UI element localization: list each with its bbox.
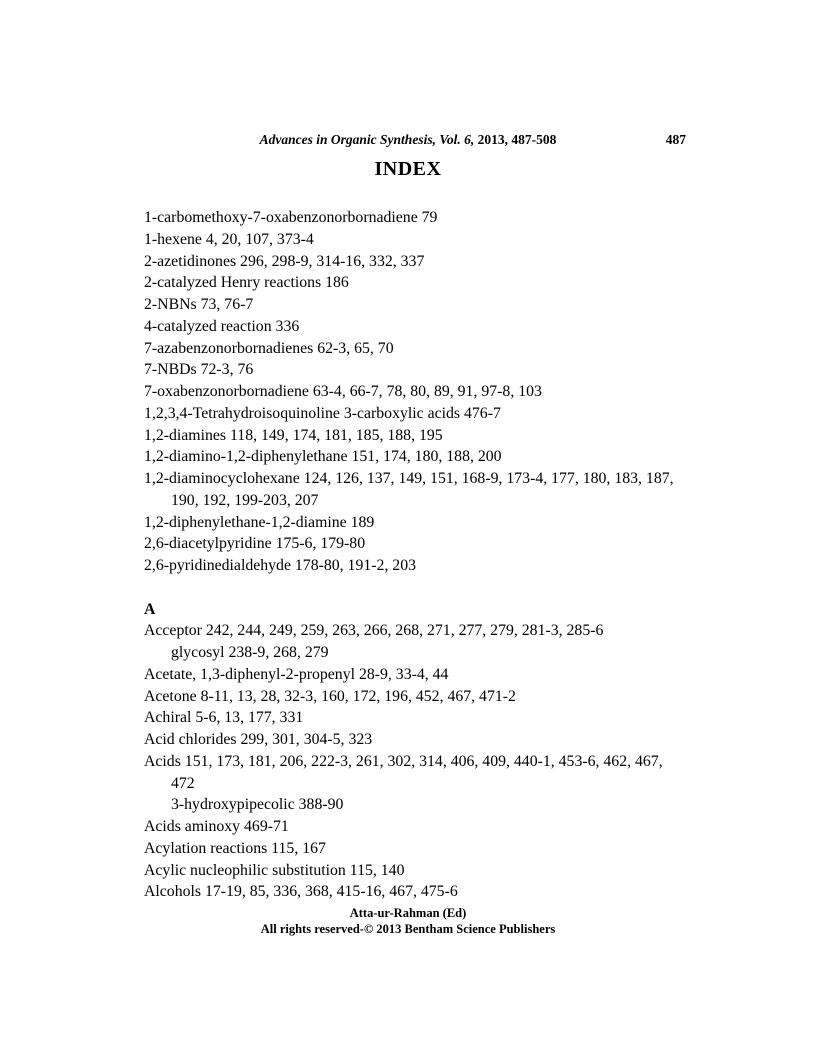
running-title [144, 131, 672, 148]
index-entry-line: 2-NBNs 73, 76-7 [144, 296, 254, 313]
index-entry-line: 2-catalyzed Henry reactions 186 [144, 274, 349, 292]
index-entry-line: Acylic nucleophilic substitution 115, 140 [144, 861, 405, 879]
index-entry-line: 7-azabenzonorbornadienes 62-3, 65, 70 [144, 339, 394, 357]
index-entry-line: 7-NBDs 72-3, 76 [144, 361, 254, 379]
index-entry-line: 2-azetidinones 296, 298-9, 314-16, 332, 337 [144, 252, 425, 270]
page-footer [144, 905, 672, 937]
running-title-year: 2013, 487-508 [474, 132, 557, 147]
index-entry-line: 190, 192, 199-203, 207 [171, 491, 319, 509]
index-entry-line: Acids aminoxy 469-71 [144, 818, 289, 835]
index-entry-line: Acids 151, 173, 181, 206, 222-3, 261, 302, 314, 406, 409, 440-1, 453-6, 462, 467, [144, 752, 663, 770]
index-entry-line: 472 [171, 774, 195, 792]
index-sections [144, 577, 704, 903]
footer-editor-line: Atta-ur-Rahman (Ed) [349, 906, 467, 920]
section-letter: A [144, 600, 156, 618]
index-body [144, 207, 704, 903]
index-entry-line: Acylation reactions 115, 167 [144, 839, 326, 857]
index-entry-line: 1,2-diamino-1,2-diphenylethane 151, 174, 180, 188, 200 [144, 448, 502, 466]
index-entry-line: 1-hexene 4, 20, 107, 373-4 [144, 230, 314, 248]
blank-line [144, 577, 704, 599]
index-entry-line: 2,6-diacetylpyridine 175-6, 179-80 [144, 535, 366, 553]
index-entry-line: 1,2-diphenylethane-1,2-diamine 189 [144, 513, 375, 531]
index-entry-line: 1,2-diaminocyclohexane 124, 126, 137, 149, 151, 168-9, 173-4, 177, 180, 183, 187, [144, 470, 674, 487]
page-number: 487 [665, 132, 686, 147]
page-header [144, 131, 686, 148]
index-entry-line: 1,2-diamines 118, 149, 174, 181, 185, 188, 195 [144, 426, 443, 444]
index-entry-line: 3-hydroxypipecolic 388-90 [171, 796, 344, 814]
running-title-book: Advances in Organic Synthesis, Vol. 6, [259, 132, 475, 147]
index-entry-line: 1,2,3,4-Tetrahydroisoquinoline 3-carboxylic acids 476-7 [144, 404, 501, 422]
index-entry-line: 7-oxabenzonorbornadiene 63-4, 66-7, 78, 80, 89, 91, 97-8, 103 [144, 383, 542, 400]
index-entry-line: Alcohols 17-19, 85, 336, 368, 415-16, 467, 475-6 [144, 883, 458, 901]
index-entry-line: 2,6-pyridinedialdehyde 178-80, 191-2, 203 [144, 557, 417, 574]
index-entry-line: Acceptor 242, 244, 249, 259, 263, 266, 268, 271, 277, 279, 281-3, 285-6 [144, 622, 604, 640]
index-front-entries [144, 207, 704, 577]
index-entry-line: Acid chlorides 299, 301, 304-5, 323 [144, 731, 373, 748]
index-entry-line: Achiral 5-6, 13, 177, 331 [144, 709, 304, 727]
footer-rights-line: All rights reserved-© 2013 Bentham Science Publishers [260, 922, 556, 936]
index-entry-line: glycosyl 238-9, 268, 279 [171, 644, 329, 661]
index-entry-line: Acetone 8-11, 13, 28, 32-3, 160, 172, 196, 452, 467, 471-2 [144, 687, 516, 705]
page-title: INDEX [374, 158, 442, 180]
index-entry-line: 4-catalyzed reaction 336 [144, 317, 300, 335]
index-entry-line: Acetate, 1,3-diphenyl-2-propenyl 28-9, 33-4, 44 [144, 665, 449, 683]
index-entry-line: 1-carbomethoxy-7-oxabenzonorbornadiene 79 [144, 209, 438, 226]
